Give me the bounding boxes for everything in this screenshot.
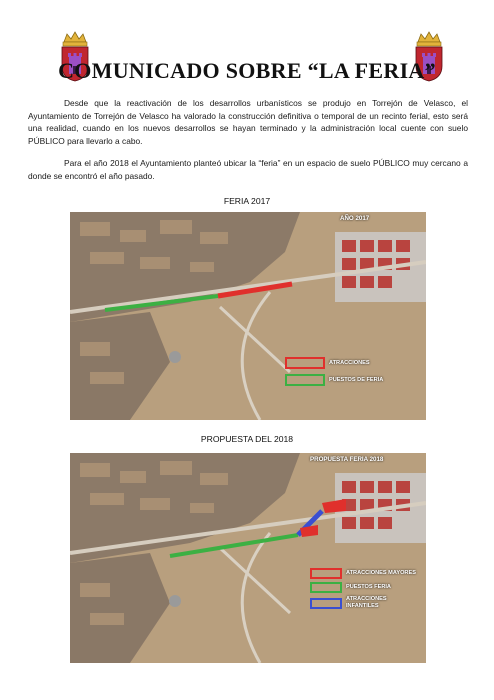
- legend-label: ATRACCIONES MAYORES: [346, 570, 416, 576]
- paragraph-proposal: [28, 157, 468, 182]
- legend-label: PUESTOS DE FERIA: [329, 376, 384, 383]
- legend-major-attractions-2018: [310, 568, 416, 579]
- legend-attractions-2017: [285, 357, 370, 369]
- legend-stalls-2017: [285, 374, 383, 386]
- legend-swatch-blue: [310, 598, 342, 609]
- figure-caption-2018: PROPUESTA DEL 2018: [200, 434, 294, 444]
- legend-swatch-green: [310, 582, 342, 593]
- legend-swatch-red: [285, 357, 325, 369]
- legend-swatch-red: [310, 568, 342, 579]
- legend-label: ATRACCIONES: [329, 359, 370, 366]
- map-tag-2018: PROPUESTA FERIA 2018: [310, 456, 384, 463]
- aerial-map-2018-image: [70, 453, 426, 663]
- document-title: COMUNICADO SOBRE “LA FERIA”: [58, 58, 436, 83]
- paragraph-intro-text: Desde que la reactivación de los desarrollos urbanísticos se produjo en Torrejón de Velasco, el Ayuntamiento de Torrejón de Velasco ha valorado la construcción definitiva o temporal de un recinto ferial, esto será una realidad, cuando en los nuevos desarrollos se hayan terminado y la administración local cuente con suelo PÚBLICO para llevarlo a cabo.: [28, 98, 468, 146]
- legend-stalls-2018: [310, 582, 391, 593]
- legend-label: PUESTOS FERIA: [346, 584, 391, 590]
- aerial-map-2017: [70, 212, 426, 420]
- aerial-map-2017-image: [70, 212, 426, 420]
- map-tag-2017: AÑO 2017: [340, 215, 370, 222]
- paragraph-intro: [28, 97, 468, 147]
- paragraph-proposal-text: Para el año 2018 el Ayuntamiento planteó ubicar la “feria” en un espacio de suelo PÚBLICO muy cercano a donde se encontró el año pasado.: [28, 158, 468, 181]
- aerial-map-2018: [70, 453, 426, 663]
- figure-caption-2017: FERIA 2017: [223, 196, 271, 206]
- legend-swatch-green: [285, 374, 325, 386]
- legend-children-attractions-2018: [310, 596, 406, 610]
- legend-label: ATRACCIONES INFANTILES: [346, 596, 387, 609]
